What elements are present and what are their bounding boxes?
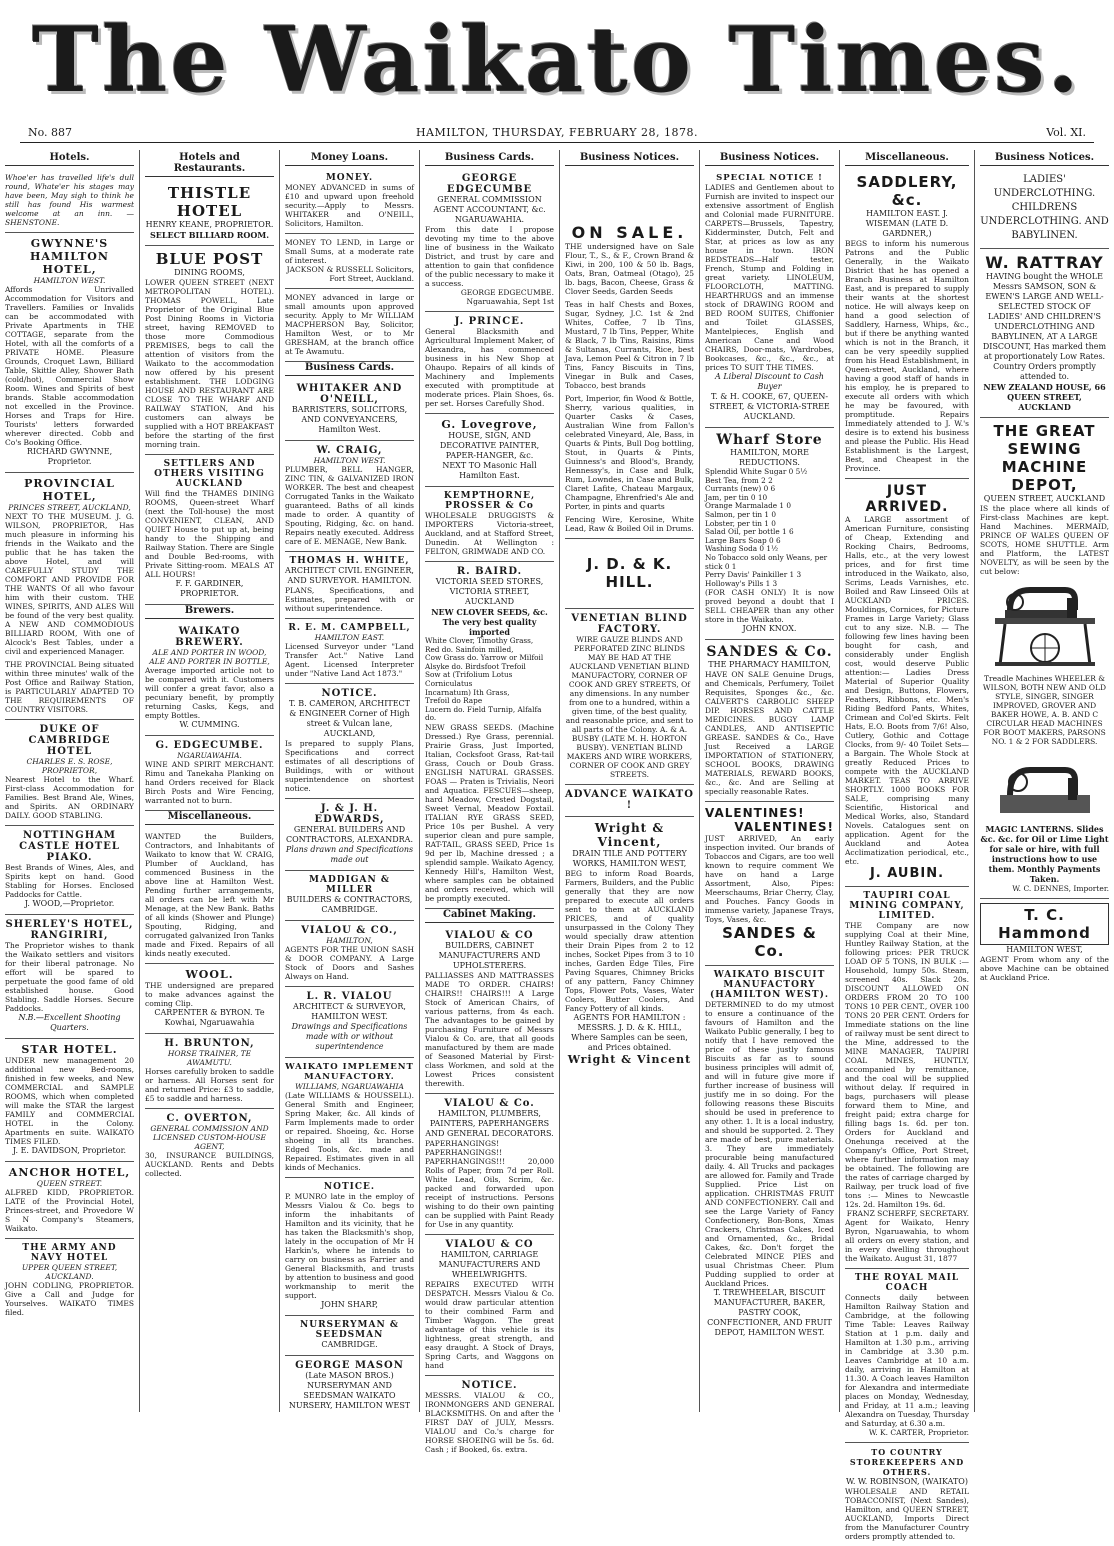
ad-body: NEW CLOVER SEEDS, &c. The very best quality imported <box>431 607 548 637</box>
ad-jdk-hill <box>565 539 694 609</box>
ad-money-advanced <box>285 289 414 362</box>
ad-subtitle: NGARUAWAHIA. <box>177 751 242 760</box>
ad-body: HAVE ON SALE Genuine Drugs, and Chemicals, Perfumery, Toilet Requisites, Sponges &c., &c. CALVERT'S CARBOLIC SHEEP DIP. HORSES AND CATTLE MEDICINES. BUGGY LAMP CANDLES, AND ANTISEPTIC GREASE. SANDES & Co., Have Just Received a LARGE IMPORTATION of STATIONERY, SCHOOL BOOKS, DRAWING MATERIALS, REWARD BOOKS, &c., &c. And are Selling at specially reasonable Rates. <box>705 670 834 797</box>
ad-body: JOHN CODLING, PROPRIETOR. Give a Call and Judge for Yourselves. WAIKATO TIMES filed. <box>5 1281 134 1317</box>
ad-body: MONEY advanced in large or small amounts upon approved security. Apply to Mr WILLIAM MACPHERSON Bay, Solicitor, Hamilton West, or to Mr GRESHAM, at the branch office at Te Awamutu. <box>285 293 414 356</box>
ad-body: WANTED the Builders, Contractors, and Inhabitants of Waikato to know that W. CRAIG, Plumber of Auckland, has commenced Business in the above line at Hamilton West. Pending further arrangements, all orders can be left with Mr Menage, at the New Bank. Baths of all kinds (Shower and Plunge) Spouting, Ridging, and corrugated galvanized Iron Tanks made and Fixed. Repairs of all kinds neatly executed. <box>145 832 274 958</box>
ad-title: VIALOU & CO <box>445 1238 534 1250</box>
ad-subtitle: GENERAL COMMISSION AGENT ACCOUNTANT, &c. NGARUAWAHIA. <box>433 195 546 224</box>
ad-subtitle: CAMBRIDGE. <box>321 1340 378 1349</box>
ad-body: NEXT TO THE MUSEUM. J. G. WILSON, PROPRIETOR, Has much pleasure in informing his friends in the Waikato and the public that he has taken the above Hotel, and will CAREFULLY STUDY THE COMFORT AND PROVIDE FOR THE WANTS Of all who favour him with their custom. THE WINES, SPIRITS, AND ALES Will be found of the very best quality. A NEW AND COMMODIOUS BILLIARD ROOM, With one of Alcock's Best Tables, under a civil and experienced Manager. <box>5 512 134 656</box>
ad-body: THE Company are now supplying Coal at their Mine, Huntley Railway Station, at the following prices: PER TRUCK LOAD OF 5 TONS, IN BULK :— Household, lumpy 50s. Steam, screened 40s. Slack 20s. DISCOUNT ALLOWED ON ORDERS FROM 20 TO 100 TONS 10 PER CENT., OVER 100 TONS 20 PER CENT. Orders for Immediate stations on the line of railway must be sent direct to the Mine, addressed to the MINE MANAGER, TAUPIRI COAL MINES, HUNTLY, accompanied by remittance, and the coal will be supplied without delay. If required in bags, purchasers will please forward them to Mine, and freight paid; extra charge for filling bags 1s. 6d. per ton. Orders for Auckland and Onehunga received at the Company's Office, Port Street, where further information may be obtained. The following are the rates of carriage charged by Railway, per truck load of five tons :— Mines to Newcastle 12s. 2d. Hamilton 19s. 6d. <box>845 921 969 1209</box>
ad-title: STAR HOTEL. <box>21 1043 118 1056</box>
ad-title: THISTLE HOTEL <box>167 184 252 220</box>
ad-body: LOWER QUEEN STREET (NEXT METROPOLITAN HOTEL). THOMAS POWELL, Late Proprietor of the Original Blue Post Dining Rooms in Victoria street, having REMOVED to those more Commodious PREMISES, begs to call the attention of visitors from the Waikato to the accommodation now offered by his present establishment. THE LODGING HOUSE AND RESTAURANT ARE CLOSE TO THE WHARF AND RAILWAY STATION, And his customers can always be supplied with a HOT BREAKFAST before the starting of the first morning train. <box>145 278 274 449</box>
ad-rattray <box>980 249 1109 418</box>
ad-george-mason <box>285 1356 414 1416</box>
ad-title: G. Lovegrove, <box>441 418 538 431</box>
ad-advance-waikato <box>565 785 694 817</box>
ad-body: Best Brands of Wines, Ales, and Spirits kept on hand. Good Stabling for Horses. Enclosed Paddocks for Cattle. <box>5 863 134 899</box>
ad-signature: SANDES & Co. <box>722 924 817 961</box>
ad-proprietor: F. F. GARDINER, PROPRIETOR. <box>175 579 244 598</box>
column-business-notices-2 <box>700 150 840 1412</box>
ad-title: WAIKATO BREWERY. <box>175 626 244 648</box>
ad-title: THOMAS H. WHITE, <box>289 556 410 566</box>
ad-note: A Liberal Discount to Cash Buyer <box>715 372 824 391</box>
ad-title: Wharf Store <box>716 432 823 448</box>
ad-body: 30, INSURANCE BUILDINGS, AUCKLAND. Rents and Debts collected. <box>145 1151 274 1178</box>
ad-body: PAPERHANGINGS! PAPERHANGINGS!! PAPERHANGINGS!!! 20,000 Rolls of Paper, from 7d per Roll. White Lead, Oils, Scrim, &c. packed and forwarded upon receipt of instructions. Persons wishing to do their own painting can be supplied with Paint Ready for Use in any quantity. <box>425 1138 554 1229</box>
ad-body: AGENT From whom any of the above Machine can be obtained at Auckland Price. <box>980 955 1109 982</box>
ad-title: VIALOU & Co. <box>444 1097 535 1109</box>
ad-body: Average imported article not to be compared with it. Customers will confer a great favor, also a pecuniary benefit, by promptly returning Casks, Kegs, and empty Bottles. <box>145 666 274 720</box>
ad-subtitle: BUILDERS & CONTRACTORS, CAMBRIDGE. <box>286 895 413 914</box>
ad-proprietor: GEORGE EDGECUMBE. Ngaruawahia, Sept 1st <box>460 288 554 306</box>
ad-subtitle: (Late MASON BROS.) NURSERYMAN AND SEEDSMAN WAIKATO NURSERY, HAMILTON WEST <box>288 1371 411 1410</box>
ad-r-baird <box>425 562 554 909</box>
ad-subtitle: PRINCES STREET, AUCKLAND, <box>8 503 131 512</box>
ad-body: THE undersigned are prepared to make advances against the coming Clip. <box>145 981 274 1008</box>
ad-grocery-list: Teas in half Chests and Boxes, Sugar, Sydney, J.C. 1st & 2nd Whites, Coffee, 7 lb Tins, Mustard, 7 lb Tins, Pepper, White & Black, 7 lb Tins, Raisins, Rims & Sultanas, Currants, Rice, best Java, Lemon Peel & Citron in 7 lb Tins, Fancy Biscuits in Tins, Vinegar in Bulk and Cases, Tobacco, best brands <box>565 300 694 390</box>
ad-body: SELECT BILLIARD ROOM. <box>149 230 269 240</box>
ad-subtitle: HAMILTON, MORE REDUCTIONS. <box>730 448 809 467</box>
ad-title: SETTLERS AND OTHERS VISITING AUCKLAND <box>154 459 265 489</box>
hand-machine-illustration <box>990 750 1100 820</box>
seed-list-item: Cow Grass do. Yarrow or Milfoil <box>425 653 544 663</box>
ad-title: THE GREAT SEWING MACHINE DEPOT, <box>993 422 1096 494</box>
price-list-item: No Tobacco sold only Weans, per stick 0 1 <box>705 552 828 571</box>
ad-proprietor: JOHN SHARP, <box>321 1300 378 1309</box>
ad-title: VENETIAN BLIND FACTORY. <box>571 613 688 635</box>
ad-subtitle: HORSE TRAINER, TE AWAMUTU. <box>167 1049 252 1067</box>
price-list-item: Lobster, per tin 1 0 <box>705 518 776 528</box>
ad-body: The Proprietor wishes to thank the Waikato settlers and visitors for their liberal patronage. No effort will be spared to perpetuate the good fame of old established house. Good Stabling. Saddle Horses. Secure Paddocks. <box>5 941 134 1013</box>
ad-edgecumbe-wine <box>145 736 274 811</box>
ad-lovegrove <box>425 414 554 487</box>
ad-proprietor: T. & H. COOKE, 67, QUEEN-STREET, & VICTORIA-STREE AUCKLAND. <box>709 392 830 421</box>
ad-title: W. CRAIG, <box>316 445 383 456</box>
ad-body: Licensed Surveyor under "Land Transfer Act." Native Land Agent. Licensed Interpreter under "Native Land Act 1873." <box>285 642 414 678</box>
ad-proprietor: T. TREWHEELAR, BISCUIT MANUFACTURER, BAKER, PASTRY COOK, CONFECTIONER, AND FRUIT DEPOT, HAMILTON WEST. <box>707 1288 832 1338</box>
ad-body: LADIES and Gentlemen about to Furnish are invited to inspect our extensive assortment of English and Colonial made FURNITURE. CARPETS—Brussels, Tapestry, Kidderminster, Dutch, Felt and Star, at prices as low as any house in town. IRON BEDSTEADS—Half tester, French, Stump and Folding in great variety. LINOLEUM, FLOORCLOTH, MATTING. HEARTHRUGS and an immense stock of DRAWING ROOM and BED ROOM SUITES, Chiffonier and Toilet GLASSES, Mantelpieces, English and American Cane and Wood CHAIRS, Door-mats, Wardrobes, Bookcases, &c., &c., &c., at prices TO SUIT THE TIMES. <box>705 183 834 372</box>
price-list-item: Orange Marmalade 1 0 <box>705 501 792 511</box>
ad-note: N.B.—Excellent Shooting Quarters. <box>18 1013 121 1032</box>
ad-subtitle: VALENTINES! <box>734 820 834 835</box>
ad-title: R. E. M. CAMPBELL, <box>288 623 411 633</box>
ad-vialou-cabinet <box>425 926 554 1094</box>
ad-body: Is prepared to supply Plans, Specifications and correct estimates of all descriptions of Buildings, with or without superintendence on shortest notice. <box>285 739 414 793</box>
ad-thomas-white <box>285 552 414 619</box>
column-heading: Miscellaneous. <box>845 152 969 166</box>
ad-proprietor: JOHN KNOX. <box>742 624 797 634</box>
ad-note: THE PROVINCIAL Being situated within three minutes' walk of the Post Office and Railway Station, is PARTICULARLY ADAPTED TO THE REQUIREMENTS OF COUNTRY VISITORS. <box>5 660 134 714</box>
ad-body: HAVING bought the WHOLE Messrs SAMSON, SON & EWEN'S LARGE AND WELL-SELECTED STOCK OF LADIES' AND CHILDREN'S UNDERCLOTHING AND BABYLINEN, AT A LARGE DISCOUNT, Has marked them at proportionately Low Rates. Country Orders promptly attended to. <box>982 272 1107 381</box>
ad-note: Agent for Waikato, Henry Byron, Ngaruawahia, to whom all orders on every station, and in every dwelling throughout the Waikato. August 31, 1877 <box>845 1218 969 1263</box>
ad-subtitle: HAMILTON EAST. <box>314 633 385 642</box>
ad-magic-lanterns: MAGIC LANTERNS. Slides &c. &c. for Oil or Lime Light for sale or hire, with full instructions how to use them. Monthly Payments Taken. <box>980 824 1109 884</box>
sewing-machine-illustration <box>985 580 1105 670</box>
masthead <box>0 0 1114 120</box>
ad-brunton <box>145 1034 274 1109</box>
ad-tobacconist <box>845 1443 969 1546</box>
ad-body: Horses carefully broken to saddle or harness. All Horses sent for and returned Price: £3 to saddle, £5 to saddle and harness. <box>145 1067 274 1103</box>
column-money-loans <box>280 150 420 1412</box>
ad-title: VIALOU & CO <box>445 929 534 941</box>
dateline <box>20 124 1094 143</box>
ad-title: WHITAKER AND O'NEILL, <box>296 383 403 405</box>
ad-title: THE ARMY AND NAVY HOTEL <box>22 1243 117 1263</box>
price-list-item: Perry Davis' Painkiller 1 3 <box>705 570 802 580</box>
ad-provincial-hotel <box>5 473 134 720</box>
ad-title: J. D. & K. HILL. <box>586 555 673 591</box>
ad-maddigan-miller <box>285 871 414 921</box>
ad-saddlery <box>845 169 969 479</box>
ad-proprietor: FRANZ SCHERFF, SECRETARY. <box>846 1209 969 1218</box>
ad-liquor-list: Port, Imperior, fin Wood & Bottle, Sherry, various qualities, in Quarter Casks & Cases, Australian Wine from Fallon's celebrated Vineyard, Ale, Bass, in Quarts & Pints, Bull Dog bottling, Stout, in Quarts & Pints, Guinness's and Blood's, Brandy, Hennessy's, in Case and Bulk, Rum, Lowndes, in Case and Bulk, Claret Lafite, Chateau Margaux, Champagne, Ehrenfried's Ale and Porter, in pints and quarts <box>565 394 694 511</box>
price-list-item: Washing Soda 0 1½ <box>705 544 779 554</box>
ad-proprietor: JACKSON & RUSSELL Solicitors, Fort Street, Auckland. <box>286 265 414 283</box>
seed-list-item: Lucern do. Field Turnip, Alfalfa do. <box>425 704 542 723</box>
column-business-notices-1 <box>560 150 700 1412</box>
ad-subtitle: HENRY KEANE, PROPRIETOR. <box>145 220 274 229</box>
ad-subtitle: BARRISTERS, SOLICITORS, AND CONVEYANCERS, Hamilton West. <box>291 405 408 434</box>
ad-plumber-wanted <box>145 828 274 964</box>
section-heading: Brewers. <box>145 605 274 619</box>
ad-subtitle: QUEEN STREET, AUCKLAND <box>983 494 1106 503</box>
newspaper-title: The Waikato Times. <box>31 7 1083 113</box>
ad-title: R. BAIRD. <box>456 566 523 577</box>
price-list-item: Holloway's Pills 1 3 <box>705 578 778 588</box>
ad-body: From this date I propose devoting my time to the above line of business in the Waikato District, and trust by care and attention to gain that confidence of the public necessary to make it a success. <box>425 225 554 288</box>
ad-w-craig <box>285 441 414 552</box>
ad-army-navy-hotel <box>5 1239 134 1322</box>
ad-campbell <box>285 619 414 684</box>
ad-title: VIALOU & CO., <box>301 925 398 936</box>
ad-hardware-list: Fencing Wire, Kerosine, White Lead, Raw & Boiled Oil in Drums. <box>565 515 694 533</box>
ad-body: THE undersigned have on Sale Flour, T., S., & F., Crown Brand & Kiwi, in 200, 100 & 50 lb. Bags, Oats, Bran, Oatmeal (Otago), 25 lb. bags, Bacon, Cheese, Grass & Clover Seeds, Garden Seeds <box>565 242 694 296</box>
ad-waikato-brewery <box>145 622 274 736</box>
column-heading: Business Cards. <box>425 152 554 166</box>
ad-title: SADDLERY, &c. <box>856 173 958 209</box>
seed-list-item: Alsyke do. Birdsfoot Trefoil <box>425 661 526 671</box>
ad-sherleys-hotel <box>5 915 134 1039</box>
ad-wool <box>145 964 274 1034</box>
ad-body: Connects daily between Hamilton Railway Station and Cambridge, at the following Time Table: Leaves Railway Station at 1 p.m. daily and Hamilton at 1.30 p.m., arriving in Cambridge at 3.30 p.m. Leaves Cambridge at 10 a.m. daily, arriving in Hamilton at 11.30. A Coach leaves Hamilton for Alexandra and intermediate places on Monday, Wednesday, and Friday, at 11 a.m.; leaving Alexandra on Tuesday, Thursday and Saturday, at 6.30 a.m. <box>845 1293 969 1428</box>
ad-proprietor: J. E. DAVIDSON, Proprietor. <box>12 1146 127 1155</box>
ad-title: TAUPIRI COAL MINING COMPANY, LIMITED. <box>849 891 965 921</box>
ad-subtitle: ARCHITECT & SURVEYOR, HAMILTON WEST. <box>293 1002 406 1021</box>
ad-note: (FOR CASH ONLY) It is now proved beyond a doubt that I SELL CHEAPER than any other store in the Waikato. <box>705 588 834 625</box>
ad-subtitle: HAMILTON, PLUMBERS, PAINTERS, PAPERHANGERS AND GENERAL DECORATORS. <box>425 1108 554 1138</box>
ad-title: SPECIAL NOTICE ! <box>716 173 823 183</box>
ad-anchor-hotel <box>5 1162 134 1239</box>
ad-special-notice <box>705 169 834 428</box>
ad-title: WOOL. <box>185 968 234 981</box>
ad-subtitle: WILLIAMS, NGARUAWAHIA <box>295 1082 404 1091</box>
ad-j-prince <box>425 312 554 414</box>
ad-body: ALFRED KIDD, PROPRIETOR. LATE of the Provincial Hotel, Princes-street, and Provedore W S N Company's Steamers, Waikato. <box>5 1188 134 1233</box>
ad-body: Drawings and Specifications made with or without superintendence <box>291 1022 408 1051</box>
ad-body: REPAIRS EXECUTED WITH DESPATCH. Messrs Vialou & Co. would draw particular attention to their combined Farm and Timber Waggon. The great advantage of this vehicle is its lightness, great strength, and easy draught. A Stock of Drays, Spring Carts, and Waggons on hand <box>425 1279 554 1370</box>
column-heading: Money Loans. <box>285 152 414 166</box>
section-heading: Cabinet Making. <box>425 909 554 923</box>
ad-implement-factory <box>285 1058 414 1178</box>
ad-proprietor: CARPENTER & BYRON. Te Kowhai, Ngaruawahia <box>154 1008 265 1027</box>
ad-title: SANDES & Co. <box>706 644 833 661</box>
price-list-item: Splendid White Sugar 0 5½ <box>705 467 808 476</box>
ad-title: MADDIGAN & MILLER <box>309 875 390 895</box>
section-heading: Miscellaneous. <box>145 811 274 825</box>
ad-subtitle: W. W. ROBINSON, (WAIKATO) <box>846 1477 968 1486</box>
ad-thistle-hotel <box>145 180 274 246</box>
columns <box>0 150 1114 1541</box>
ad-biscuit-factory <box>705 966 834 1343</box>
ad-title: GEORGE MASON <box>295 1360 404 1371</box>
ad-subtitle: HAMILTON WEST. <box>33 276 106 285</box>
ad-edgecumbe-agent <box>425 169 554 312</box>
ad-munro-notice <box>285 1178 414 1316</box>
ad-body: NEXT TO Masonic Hall Hamilton East. <box>442 461 537 480</box>
seed-list-item: Incarnatum) Ith Grass, <box>425 687 510 697</box>
ad-title: T. C. Hammond <box>980 903 1109 945</box>
ad-whitaker-oneill <box>285 379 414 441</box>
ad-title: NOTICE. <box>323 1182 376 1192</box>
ad-subtitle: HAMILTON WEST. <box>313 456 386 465</box>
ad-body: Will find the THAMES DINING ROOMS, Queen-street Wharf (next the Toll-house) the most CONVENIENT, CLEAN, AND QUIET House to put up at, being handy to the Shipping and Railway Station. There are Single and Double Bed-rooms, with Private Sitting-room. MEALS AT ALL HOURS! <box>145 489 274 579</box>
ad-title: PROVINCIAL HOTEL, <box>24 477 115 503</box>
price-list-item: Currants (new) 0 6 <box>705 484 776 494</box>
price-list-item: Jam, per tin 0 10 <box>705 492 768 502</box>
ad-title: ANCHOR HOTEL, <box>8 1166 131 1179</box>
ad-title: JUST ARRIVED. <box>865 483 949 515</box>
ad-body: UNDER new management 20 additional new Bed-rooms, finished in few weeks, and New COMMERCIAL and SAMPLE ROOMS, which when completed will make the STAR the largest FAMILY and COMMERCIAL HOTEL in the Colony. Apartments en suite. WAIKATO TIMES FILED. <box>5 1056 134 1146</box>
ad-subtitle: CHARLES E. S. ROSE, PROPRIETOR, <box>26 757 113 775</box>
ad-body: A LARGE assortment of American Furniture, consisting of Cheap, Extending and Rocking Chairs, Bedrooms, Halls, etc., at the very lowest prices, and for first time introduced in the Waikato, also, Scrims, Leads Varnishes, etc. Boiled and Raw Linseed Oils at AUCKLAND PRICES. Mouldings, Cornices, for Picture Frames in Large Variety; Glass cut to any size. N.B. — The following few lines having been bought for cash, and considerably under English cost, would deserve Public attention:— Ladies Dress Material of Superior Quality and Design, Buttons, Flowers, Feathers, Ribbons, etc. Men's Riding Bedford Pants, Whites, Crimean and Col'ed Skirts. Felt Hats, E.O. Boots from 7/6! Also, Cutlery, Gothic and Cottage Clocks, from 9/- 40 Toilet Sets—a Bargain. The Whole Stock at greatly Reduced Prices to compete with the AUCKLAND MARKET. TEAS TO ARRIVE SHORTLY. 1000 BOOKS FOR SALE, comprising many Scientific, Historical and Medical Works, also, Standard Novels. Catalogues sent on application. Agent for the Auckland and Aotea Acclimatization periodical, etc., etc. <box>845 515 969 866</box>
ad-lr-vialou <box>285 987 414 1058</box>
ad-title: Wright & Vincent, <box>594 821 665 849</box>
poem-text: Whoe'er has travelled life's dull round, Whate'er his stages may have been, May sigh to think he still has found His warmest welcome at an inn. —SHENSTONE. <box>5 173 134 227</box>
column-miscellaneous <box>840 150 975 1541</box>
seed-list-item: Sow at (Trifolium Lotus Corniculatus <box>425 670 513 688</box>
ad-body: PLANS, Specifications, and Estimates, prepared with or without superintendence. <box>285 586 414 613</box>
ad-proprietor: RICHARD GWYNNE, Proprietor. <box>26 447 113 466</box>
ad-duke-of-cambridge <box>5 720 134 826</box>
ad-title: ADVANCE WAIKATO ! <box>565 789 694 811</box>
ad-subtitle: GENERAL BUILDERS AND CONTRACTORS, ALEXANDRA. <box>285 825 413 844</box>
ad-title: ON SALE. <box>571 223 688 242</box>
ad-body: PALLIASSES AND MATTRASSES MADE TO ORDER. CHAIRS! CHAIRS!! CHAIRS!!! A Large Stock of American Chairs, of various patterns, from 4s each. The advantages to be gained by purchasing Furniture of Messrs Vialou & Co. are, that all goods manufactured by them are made of Seasoned Material by First-class Workmen, and sold at the Lowest Prices consistent therewith. <box>425 970 554 1088</box>
ad-vialou-carriage <box>425 1235 554 1376</box>
ad-proprietor: W. K. CARTER, Proprietor. <box>868 1428 969 1437</box>
ad-title: VALENTINES! <box>705 806 805 821</box>
column-heading: Business Notices. <box>980 152 1109 166</box>
ad-subtitle: VICTORIA SEED STORES, VICTORIA STREET, AUCKLAND <box>435 577 544 606</box>
ad-thames-dining <box>145 455 274 605</box>
ad-body: PLUMBER, BELL HANGER, ZINC TIN, & GALVANIZED IRON WORKER. The best and cheapest Corrugated Tanks in the Waikato guaranteed. Baths of all kinds made to order. A quantity of Spouting, Ridging, &c. on hand. Repairs neatly executed. Address care of E. MENAGE, New Bank. <box>285 465 414 546</box>
price-list-item: Salmon, per tin 1 0 <box>705 509 777 519</box>
ad-just-arrived <box>845 479 969 887</box>
price-list-item: Salad Oil, per bottle 1 6 <box>705 527 794 537</box>
ad-title: LADIES' UNDERCLOTHING. CHILDRENS UNDERCLOTHING. AND BABYLINEN. <box>980 174 1109 241</box>
ad-subtitle: GENERAL COMMISSION AND LICENSED CUSTOM-HOUSE AGENT, <box>150 1124 269 1151</box>
ad-title: DUKE OF CAMBRIDGE HOTEL <box>28 724 111 757</box>
ad-proprietor: NEW ZEALAND HOUSE, 66 QUEEN STREET, AUCKLAND <box>983 382 1106 412</box>
ad-subtitle: DRAIN TILE AND POTTERY WORKS, HAMILTON WEST, <box>572 849 687 868</box>
ad-proprietor: W. CUMMING. <box>179 720 240 729</box>
ad-body: (Late WILLIAMS & HOUSSELL). General Smith and Engineer, Spring Maker, &c. All kinds of Farm Implements made to order or repaired. Shoeing, &c. Horse shoeing in all its branches. Edged Tools, &c. made and Repaired. Estimates given in all kinds of Mechanics. <box>285 1091 414 1172</box>
ad-note: AGENTS FOR HAMILTON : MESSRS. J. D. & K. HILL, Where Samples can be seen, and Prices obtained. <box>571 1013 688 1052</box>
price-list-item: Large Bars Soap 0 6 <box>705 535 781 545</box>
ad-on-sale <box>565 169 694 539</box>
ad-body: MONEY TO LEND, in Large or Small Sums, at a moderate rate of interest. <box>285 238 414 265</box>
ad-taupiri-coal <box>845 887 969 1269</box>
column-heading: Hotels and Restaurants. <box>145 152 274 177</box>
poem-block <box>5 169 134 233</box>
ad-wharf-store <box>705 428 834 640</box>
ad-underclothing <box>980 169 1109 249</box>
ad-body: AGENTS FOR THE UNION SASH & DOOR COMPANY. A Large Stock of Doors and Sashes Always on Hand. <box>285 945 414 981</box>
section-heading: Business Cards. <box>285 362 414 376</box>
ad-subtitle: HAMILTON WEST, <box>1006 945 1083 954</box>
ad-proprietor: J. WOOD,—Proprietor. <box>24 899 115 908</box>
ad-body: Affords Unrivalled Accommodation for Visitors and Travellers. Families or Invalids can be accommodated with Private Apartments in THE COTTAGE, separate from the Hotel, with all the comforts of a PRIVATE HOME. Pleasure Grounds, Croquet Lawn, Billiard Table, Skittle Alley, Shower Bath (cold/hot), Commercial Show Room. Wines and Spirits of best brands. Stable accommodation not excelled in the Province. Horses and Traps for Hire. Tourists' letters forwarded wherever directed. Cobb and Co's Booking Office. <box>5 285 134 447</box>
ad-subtitle: UPPER QUEEN STREET, AUCKLAND. <box>21 1263 118 1281</box>
seed-list-item: Trefoil do Rape <box>425 696 483 706</box>
ad-body: DETERMINED to do my utmost to ensure a continuance of the favours of Hamilton and the Waikato Public generally, I beg to notify that I have removed the price of these justly famous Biscuits as far as to sound business principles will admit of, and will in future give more if further increase of business will justify me in so doing. For the following reasons these Biscuits should be used in preference to any other. 1. It is a local industry, and should be supported. 2. They are made of best, pure materials. 3. They are immediately procurable being manufactured daily. 4. All Trucks and packages are allowed for. Family and Trade Supplied. Price List on application. CHRISTMAS FRUIT AND CONFECTIONERY. Call and see the Large Variety of Fancy Confectionery, Bon-Bons, Xmas Crackers, Christmas Cakes, Iced and Ornamented, &c., Bridal Cakes, &c. Don't forget the Celebrated MINCE PIES and usual Christmas Cheer. Plum Pudding supplied to order at Auckland Prices. <box>705 1000 834 1289</box>
ad-money-to-lend <box>285 234 414 289</box>
ad-body: Plans drawn and Specifications made out <box>285 845 414 864</box>
ad-subtitle: HAMILTON, <box>326 936 373 945</box>
ad-vialou-painters <box>425 1094 554 1235</box>
ad-overton <box>145 1109 274 1183</box>
ad-valentines <box>705 802 834 966</box>
ad-title: THE ROYAL MAIL COACH <box>854 1273 960 1293</box>
ad-vialou-sash <box>285 921 414 987</box>
ad-title: BLUE POST <box>155 250 264 268</box>
ad-title: G. EDGECUMBE. <box>155 740 264 751</box>
ad-title: NOTTINGHAM CASTLE HOTEL PIAKO. <box>19 830 120 863</box>
ad-vialou-notice <box>425 1376 554 1459</box>
ad-blue-post <box>145 246 274 455</box>
ad-kempthorne <box>425 487 554 562</box>
ad-subtitle: ARCHITECT CIVIL ENGINEER, AND SURVEYOR. HAMILTON. <box>285 566 414 585</box>
ad-money <box>285 169 414 234</box>
ad-body: WIRE GAUZE BLINDS AND PERFORATED ZINC BLINDS MAY BE HAD AT THE AUCKLAND VENETIAN BLIND MANUFACTORY, CORNER OF COOK AND GREY STREETS, Of any dimensions. In any number from one to a hundred, within a given time, of the best quality, and reasonable price, and sent to all parts of the Colony. A. & A. BUSBY (LATE M. H. HORTON BUSBY). VENETIAN BLIND MAKERS AND WIRE WORKERS, CORNER OF COOK AND GREY STREETS. <box>565 635 694 779</box>
ad-subtitle: DINING ROOMS, <box>174 268 245 277</box>
ad-sewing-machine-depot <box>980 418 1109 899</box>
ad-note: Treadle Machines WHEELER & WILSON, BOTH NEW AND OLD STYLE, SINGER, SINGER IMPROVED, GROVER AND BAKER HOWE, A. B. AND C CIRCULAR HEAD MACHINES FOR BOOT MAKERS, PARSONS NO. 1 & 2 FOR SADDLERS. <box>982 674 1107 746</box>
ad-subtitle: ALE AND PORTER IN WOOD, ALE AND PORTER IN BOTTLE, <box>149 648 270 666</box>
ad-subtitle: HAMILTON, CARRIAGE MANUFACTURERS AND WHEELWRIGHTS. <box>438 1249 541 1279</box>
ad-gwynnes-hotel <box>5 233 134 473</box>
ad-title: H. BRUNTON, <box>164 1038 255 1049</box>
ad-body: General Blacksmith and Agricultural Implement Maker, of Alexandra, has commenced business in his New Shop at Ohaupo. Repairs of all kinds of Machinery and Implements executed with promptitude at moderate prices. Plain Shoes, 6s. per set. Horses Carefully Shod. <box>425 327 554 408</box>
ad-body: JUST ARRIVED, An early inspection invited. Our brands of Tobaccos and Cigars, are too well known to require comment We have on hand a Large Assortment, Also, Pipes: Meerschaums, Briar Cherry, Clay, and Pouches. Fancy Goods in immense variety, Japanese Trays, Toys, Vases, &c. <box>705 834 834 925</box>
ad-subtitle: THE PHARMACY HAMILTON, <box>708 660 831 670</box>
ad-title: WAIKATO BISCUIT MANUFACTORY (HAMILTON WEST). <box>710 970 829 1001</box>
ad-title: KEMPTHORNE, PROSSER & Co <box>443 491 536 511</box>
ad-title: J. PRINCE. <box>454 316 525 327</box>
price-list-item: Best Tea, from 2 2 <box>705 475 773 485</box>
ad-sandes-pharmacy <box>705 640 834 802</box>
volume-number: Vol. XI. <box>1046 126 1086 139</box>
ad-title: MONEY. <box>325 173 374 183</box>
ad-venetian-blind <box>565 609 694 785</box>
ad-title: TO COUNTRY STOREKEEPERS AND OTHERS. <box>849 1447 965 1477</box>
ad-nottingham-castle <box>5 826 134 915</box>
ad-title: SHERLEY'S HOTEL, RANGIRIRI, <box>5 919 134 941</box>
ad-title: J. & J. H. EDWARDS, <box>314 803 385 825</box>
ad-royal-mail-coach <box>845 1269 969 1443</box>
ad-title: GWYNNE'S HAMILTON HOTEL, <box>30 237 109 276</box>
issue-date: HAMILTON, THURSDAY, FEBRUARY 28, 1878. <box>415 126 699 139</box>
ad-title: GEORGE EDGECUMBE <box>446 173 533 195</box>
ad-body: BEG to inform Road Boards, Farmers, Builders, and the Public generally that they are now prepared to execute all orders sent to them at AUCKLAND PRICES, and of quality unsurpassed in the Colony They would specially draw attention their Drain Pipes from 2 to 12 inches, Socket Pipes from 3 to 10 inches, Garden Edge Tiles, Fire Paving Squares, Chimney Bricks of any pattern, Fancy Chimney Tops, Flower Pots, Vases, Water Coolers, Butter Coolers, And Fancy Pottery of all kinds. <box>565 869 694 1013</box>
ad-subtitle: T. B. CAMERON, ARCHITECT & ENGINEER Corner of High street & Vulcan lane, AUCKLAND, <box>289 699 410 738</box>
ad-nurseryman <box>285 1316 414 1356</box>
seed-list-item: Red do. Sainfoin milled, <box>425 644 514 654</box>
ad-body: MONEY ADVANCED in sums of £10 and upward upon freehold security.—Apply to Messrs. WHITAKER and O'NEILL, Solicitors, Hamilton. <box>285 183 414 228</box>
ad-note: NEW GRASS SEEDS. (Machine Dressed.) Rye Grass, perennial. Prairie Grass, Just Imported, Italian, Cocksfoot Grass, Rat-tail Grass, Couch or Doub Grass. ENGLISH NATURAL GRASSES. FOAS — Praten is Trivialis, Neori and Aquatica. FESCUES—sheep, hard Meadow, Crested Dogstail, Sweet Vernal, Meadow Foxtail. ITALIAN RYE GRASS SEED, Price 10s per Bushel. A very superior clean and pure sample, RAT-TAIL, GRASS SEED, Price 1s 9d per lb, Machine dressed ; a splendid sample. Waikato Agency, Kennedy Hill's, Hamilton West, where samples can be obtained and orders received, which will be promptly executed. <box>425 722 554 903</box>
ad-title: NURSERYMAN & SEEDSMAN <box>300 1320 399 1340</box>
ad-body: WHOLESALE DRUGGISTS & IMPORTERS Victoria-street, Auckland, and at Stafford Street, Dunedin. At Wellington : FELTON, GRIMWADE AND CO. <box>425 511 554 556</box>
ad-cameron-notice <box>285 684 414 799</box>
ad-title: NOTICE. <box>461 1379 518 1391</box>
column-business-cards <box>420 150 560 1454</box>
ad-proprietor: W. C. DENNES, Importer. <box>1012 884 1109 893</box>
ad-star-hotel <box>5 1039 134 1162</box>
ad-title: WAIKATO IMPLEMENT MANUFACTORY. <box>285 1062 414 1082</box>
ad-body: WINE AND SPIRIT MERCHANT. Rimu and Tanekaha Planking on hand Orders received for Black Birch Posts and Wire Fencing, warranted not to burn. <box>145 760 274 805</box>
column-heading: Hotels. <box>5 152 134 166</box>
ad-body: IS the place where all kinds of First-class Machines are kept. Hand Machines. MERMAID, PRINCE OF WALES QUEEN OF SCOTS, HOME SHUTTLE. Arm and Platform, the LATEST NOVELTY, as will be seen by the cut below: <box>980 504 1109 576</box>
ad-subtitle: HAMILTON EAST. J. WISEMAN (LATE D. GARDNER,) <box>865 209 949 238</box>
ad-subtitle: QUEEN STREET. <box>36 1179 103 1188</box>
ad-body: P. MUNRO late in the employ of Messrs Vialou & Co. begs to inform the inhabitants of Hamilton and its vicinity, that he has taken the Blacksmith's shop, lately in the occupation of Mr H Harkin's, where he intends to carry on business as Farrier and General Blacksmith, and trusts by attention to business and good workmanship to merit the support. <box>285 1192 414 1300</box>
ad-title: NOTICE. <box>321 688 378 699</box>
ad-body: BEGS to inform his numerous Patrons and the Public Generally, in the Waikato District that he has opened a Branch Business at Hamilton East, and is prepared to supply their wants at the shortest notice. He will always keep on hand a good selection of Saddlery, Harness, Whips, &c., but if there be anything wanted which is not in the Branch, it can be very speedily supplied from his Head Establishment, in Queen-street, Auckland, where having a good staff of hands in his employ, he is prepared to execute all orders with which he may be favoured, with promptitude. Repairs Immediately attended to J. W.'s desire is to extend his business and please the Public. His Head Establishment is the Largest, Best, and Cheapest in the Province. <box>845 239 969 473</box>
column-hotels-restaurants <box>140 150 280 1412</box>
ad-hammond <box>980 899 1109 987</box>
ad-edwards <box>285 799 414 871</box>
ad-signature: J. AUBIN. <box>869 866 945 881</box>
ad-title: L. R. VIALOU <box>306 991 393 1002</box>
ad-body: WHOLESALE AND RETAIL TOBACCONIST, (Next Sandes), Hamilton, and QUEEN STREET, AUCKLAND, Imports Direct from the Manufacturer Country orders promptly attended to. <box>845 1487 969 1541</box>
ad-wright-vincent <box>565 817 694 1071</box>
issue-number: No. 887 <box>28 126 73 139</box>
ad-body: Nearest Hotel to the Wharf. First-class Accommodation for Families. Best Brand Ale, Wines, and Spirits. AN ORDINARY DAILY. GOOD STABLING. <box>5 775 134 820</box>
ad-signature: Wright & Vincent <box>567 1053 692 1066</box>
column-heading: Business Notices. <box>705 152 834 166</box>
ad-subtitle: HOUSE, SIGN, AND DECORATIVE PAINTER, PAPER-HANGER, &c. <box>439 431 540 460</box>
ad-title: W. RATTRAY <box>985 253 1104 272</box>
ad-title: C. OVERTON, <box>166 1113 253 1124</box>
seed-list-item: White Clover, Timothy Grass, <box>425 636 534 645</box>
ad-body: MESSRS. VIALOU & CO., IRONMONGERS AND GENERAL BLACKSMITHS. On and after the FIRST DAY of JULY, Messrs. VIALOU and Co.'s charge for HORSE SHOEING will be 5s. 6d. Cash ; if Booked, 6s. extra. <box>425 1390 554 1454</box>
column-hotels <box>0 150 140 1412</box>
column-business-notices-3 <box>975 150 1114 1412</box>
ad-subtitle: BUILDERS, CABINET MANUFACTURERS AND UPHOLSTERERS. <box>438 940 541 970</box>
column-heading: Business Notices. <box>565 152 694 166</box>
